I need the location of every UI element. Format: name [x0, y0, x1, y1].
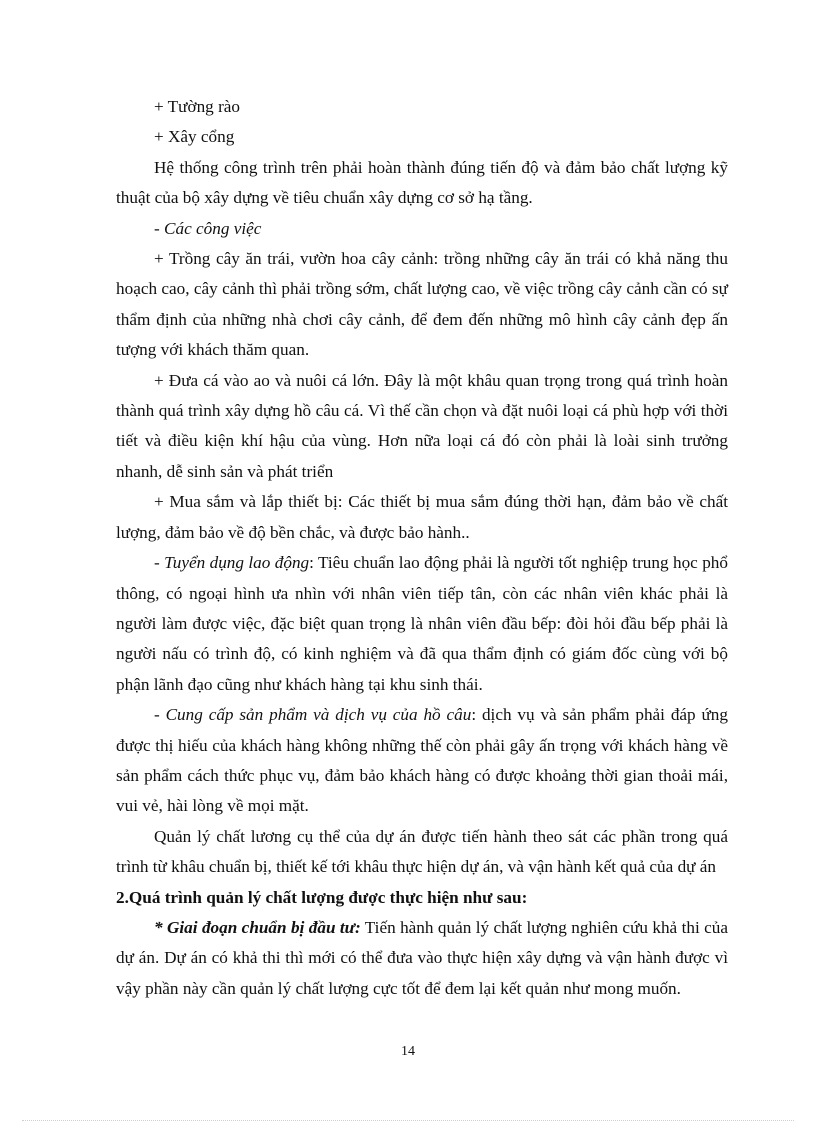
paragraph-gate: + Xây cổng: [154, 127, 235, 147]
paragraph-equipment: + Mua sắm và lắp thiết bị: Các thiết bị mua sắm đúng thời hạn, đảm bảo về chất lượng, đảm bảo về độ bền chắc, và được bảo hành..: [116, 492, 728, 542]
preparation-stage-text: Tiến hành quản lý chất lượng nghiên cứu khả thi của dự án. Dự án có khả thi thì mới có thể đưa vào thực hiện xây dựng và vận hành được vì vậy phần này cần quản lý chất lượng cực tốt để đem lại kết quản như mong muốn.: [116, 917, 728, 998]
document-body: [116, 92, 728, 1004]
recruitment-text: : Tiêu chuẩn lao động phải là người tốt nghiệp trung học phổ thông, có ngoại hình ưa nhìn với nhân viên tiếp tân, còn các nhân viên khác phải là người làm được việc, đặc biệt quan trọng là nhân viên đầu bếp: đòi hỏi đầu bếp phải là người nấu có trình độ, có kinh nghiệm và đã qua thẩm định có giám đốc cùng với bộ phận lãnh đạo cũng như khách hàng tại khu sinh thái.: [116, 553, 728, 694]
page-number: 14: [401, 1044, 415, 1059]
paragraph-infrastructure: Hệ thống công trình trên phải hoàn thành đúng tiến độ và đảm bảo chất lượng kỹ thuật của bộ xây dựng về tiêu chuẩn xây dựng cơ sở hạ tầng.: [116, 157, 728, 208]
paragraph-quality-management: Quản lý chất lương cụ thể của dự án được tiến hành theo sát các phần trong quá trình từ khâu chuẩn bị, thiết kế tới khâu thực hiện dự án, và vận hành kết quả của dự án: [116, 826, 728, 877]
recruitment-label: - Tuyển dụng lao động: [154, 553, 310, 573]
preparation-stage-label: * Giai đoạn chuẩn bị đầu tư:: [154, 917, 361, 937]
paragraph-planting: + Trồng cây ăn trái, vườn hoa cây cảnh: trồng những cây ăn trái có khả năng thu hoạch cao, cây cảnh thì phải trồng sớm, chất lượng cao, về việc trồng cây cảnh cần có sự thẩm định của những nhà chơi cây cảnh, để đem đến những mô hình cây cảnh đẹp ấn tượng với khách thăm quan.: [116, 249, 728, 360]
section-heading: 2.Quá trình quản lý chất lượng được thực hiện như sau:: [116, 887, 528, 907]
services-label: - Cung cấp sản phẩm và dịch vụ của hồ câu: [154, 705, 472, 725]
paragraph-fish: + Đưa cá vào ao và nuôi cá lớn. Đây là một khâu quan trọng trong quá trình hoàn thành quá trình xây dựng hồ câu cá. Vì thế cần chọn và đặt nuôi loại cá phù hợp với thời tiết và điều kiện khí hậu của vùng. Hơn nữa loại cá đó còn phải là loài sinh trưởng nhanh, dễ sinh sản và phát triển: [116, 370, 728, 481]
paragraph-preparation-stage: [116, 913, 728, 1004]
page-bottom-divider: [22, 1120, 794, 1121]
paragraph-tasks-label: - Các công việc: [154, 218, 262, 238]
paragraph-recruitment: [116, 548, 728, 700]
paragraph-fence: + Tường rào: [154, 97, 241, 116]
services-text: : dịch vụ và sản phẩm phải đáp ứng được thị hiếu của khách hàng không những thế còn phải gây ấn trọng với khách hàng về sản phẩm cách thức phục vụ, đảm bảo khách hàng có được khoảng thời gian thoải mái, vui vẻ, hài lòng về mọi mặt.: [116, 705, 728, 816]
paragraph-services: [116, 700, 728, 822]
